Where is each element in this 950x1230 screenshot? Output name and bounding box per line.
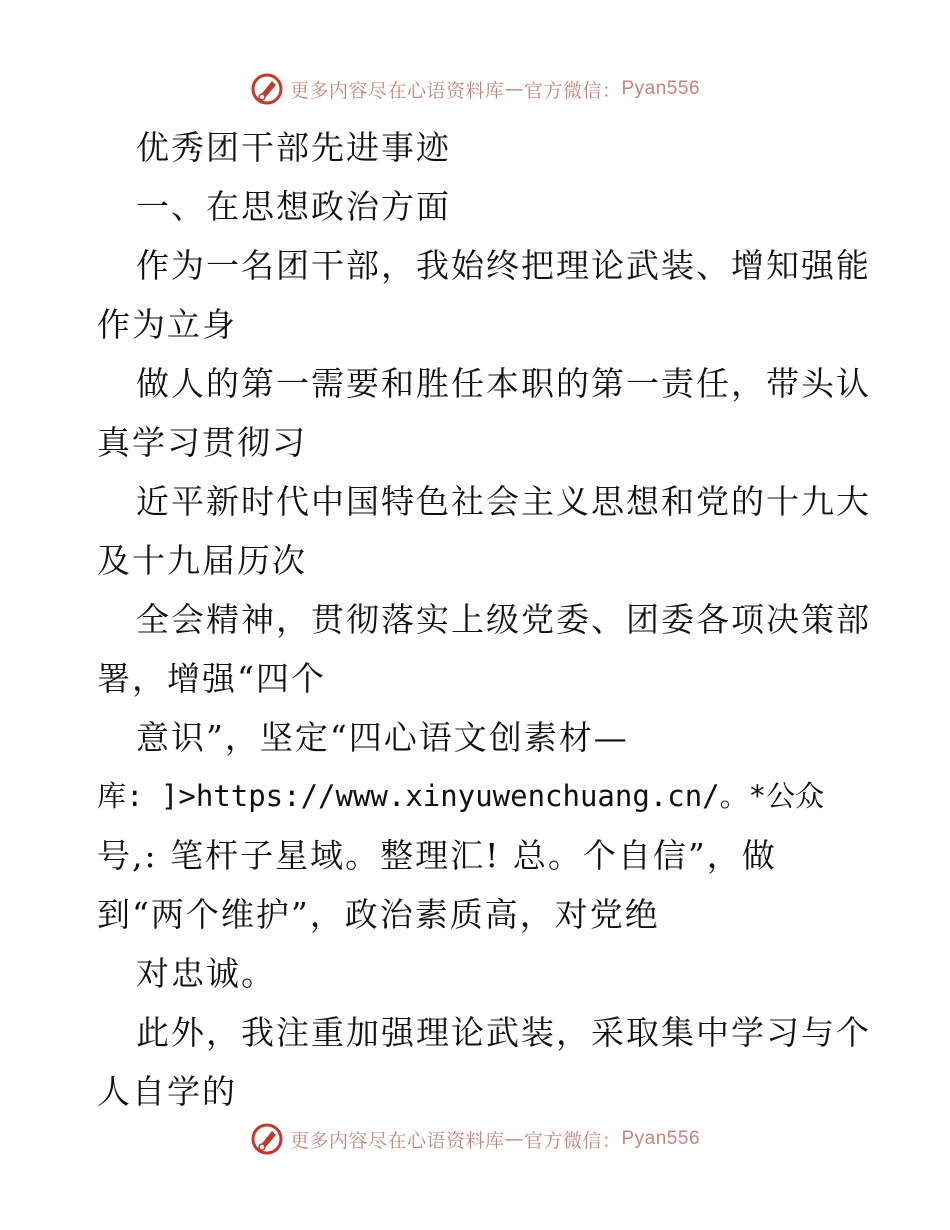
paragraph-line: 人自学的 — [97, 1072, 237, 1111]
watermark-wechat-id: Pyan556 — [621, 1128, 701, 1149]
watermark-wechat-id: Pyan556 — [621, 78, 701, 99]
pen-nib-logo-icon — [250, 1122, 284, 1156]
paragraph-line: 对忠诚。 — [136, 954, 276, 993]
watermark-brand: 更多内容尽在心语资料库 — [289, 79, 505, 102]
watermark-footer — [0, 1122, 950, 1156]
paragraph-line: 及十九届历次 — [97, 541, 307, 580]
paragraph-line: 到“两个维护”，政治素质高，对党绝 — [97, 895, 660, 934]
paragraph-line: 作为一名团干部，我始终把理论武装、增知强能 — [136, 246, 871, 285]
pen-nib-logo-icon — [250, 72, 284, 106]
watermark-label: 官方微信： — [523, 79, 622, 102]
document-title: 优秀团干部先进事迹 — [136, 128, 451, 167]
document-body — [97, 118, 871, 1121]
section-heading: 一、在思想政治方面 — [136, 187, 451, 226]
paragraph-line: 真学习贯彻习 — [97, 423, 307, 462]
paragraph-line: 作为立身 — [97, 305, 237, 344]
watermark-brand: 更多内容尽在心语资料库 — [289, 1129, 505, 1152]
paragraph-line: 全会精神，贯彻落实上级党委、团委各项决策部 — [136, 600, 871, 639]
watermark-separator: — — [504, 1128, 524, 1150]
watermark-header — [0, 72, 950, 106]
paragraph-line: 此外，我注重加强理论武装，采取集中学习与个 — [136, 1013, 871, 1052]
watermark-separator: — — [504, 78, 524, 100]
paragraph-line: 署，增强“四个 — [97, 659, 326, 698]
paragraph-line: 号,: 笔杆子星域。整理汇! 总。个自信”，做 — [97, 836, 777, 875]
paragraph-line: 做人的第一需要和胜任本职的第一责任，带头认 — [136, 364, 871, 403]
paragraph-line-url: 库: ]>https://www.xinyuwenchuang.cn/。*公众 — [97, 779, 825, 813]
paragraph-line: 意识”，坚定“四心语文创素材— — [136, 718, 629, 757]
watermark-label: 官方微信： — [523, 1129, 622, 1152]
paragraph-line: 近平新时代中国特色社会主义思想和党的十九大 — [136, 482, 871, 521]
